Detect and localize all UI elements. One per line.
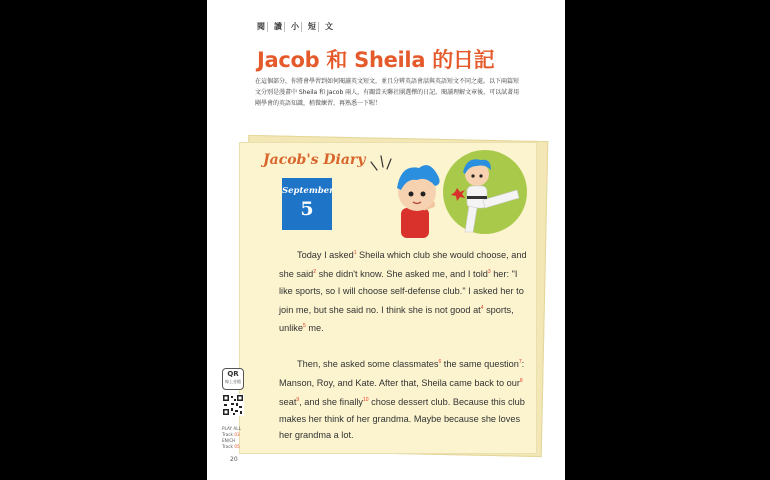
section-tab: 讀 — [272, 22, 285, 32]
qr-code-icon[interactable] — [222, 394, 244, 416]
section-tab: 短 — [306, 22, 319, 32]
track-line: PLAY ALL — [222, 426, 241, 431]
track-line: Track 03 — [222, 432, 240, 437]
page-number: 20 — [230, 456, 238, 463]
vocab-footnote-marker: 8 — [519, 377, 523, 384]
vocab-footnote-marker: 10 — [363, 396, 369, 403]
section-tab: 閱 — [255, 22, 268, 32]
vocab-footnote-marker: 1 — [353, 250, 357, 256]
vocab-footnote-marker: 4 — [480, 304, 484, 311]
vocab-footnote-marker: 2 — [313, 268, 317, 275]
vocab-footnote-marker: 6 — [438, 359, 442, 366]
vocab-footnote-marker: 9 — [296, 396, 300, 403]
vocab-footnote-marker: 3 — [487, 268, 491, 275]
qr-subtitle: 線上音檔 — [225, 379, 241, 384]
vocab-footnote-marker: 5 — [303, 323, 306, 330]
section-tabs — [255, 22, 335, 32]
intro-paragraph: 在這個部分，你將會學習到如何閱讀英文短文，並且分辨英語會話與英語短文不同之處。以下兩篇短文分別是漫畫中 Sheila 和 Jacob 兩人，有關當天聯社團選擇的日記。閱讀理解文章後，可以試著用剛學會的英語知識，稍微練習、再熟悉一下喔！ — [255, 78, 520, 107]
qr-badge — [222, 368, 244, 390]
book-page — [207, 0, 565, 480]
page-title: Jacob 和 Sheila 的日記 — [257, 48, 495, 72]
qr-title: QR — [227, 370, 239, 378]
story-paragraph-2: Then, she asked some classmates$^6$ the same question$^7$: Manson, Roy, and Kate. After that, Sheila came back to our$^8$ seat$^9$, and she finally$^{10}$ chose dessert club. Because this club makes her think of her grandma. Maybe because she loves her grandma a lot. — [279, 359, 525, 441]
date-card — [282, 178, 332, 230]
track-line: EN/CH — [222, 438, 236, 443]
diary-illustration — [357, 150, 532, 240]
section-tab: 文 — [325, 22, 333, 31]
track-line: Track 05 — [222, 444, 240, 449]
jacob-figure — [397, 165, 440, 238]
section-tab: 小 — [289, 22, 302, 32]
date-day: 5 — [300, 198, 314, 220]
date-month: September — [282, 186, 334, 196]
vocab-footnote-marker: 7 — [518, 359, 522, 366]
story-paragraph-1: Today I asked$^1$ Sheila which club she would choose, and she said$^2$ she didn't know. She asked me, and I told$^3$ her: "I like sports, so I will choose self-defense club." I asked her to join me, but she said no. I think she is not good $at^4$ sports, unlike$^5$ me. — [279, 250, 527, 334]
side-panel — [222, 368, 246, 450]
diary-title: Jacob's Diary — [263, 152, 366, 168]
track-info — [222, 426, 246, 450]
sparkle-icon — [371, 156, 391, 170]
diary-story — [279, 245, 529, 461]
